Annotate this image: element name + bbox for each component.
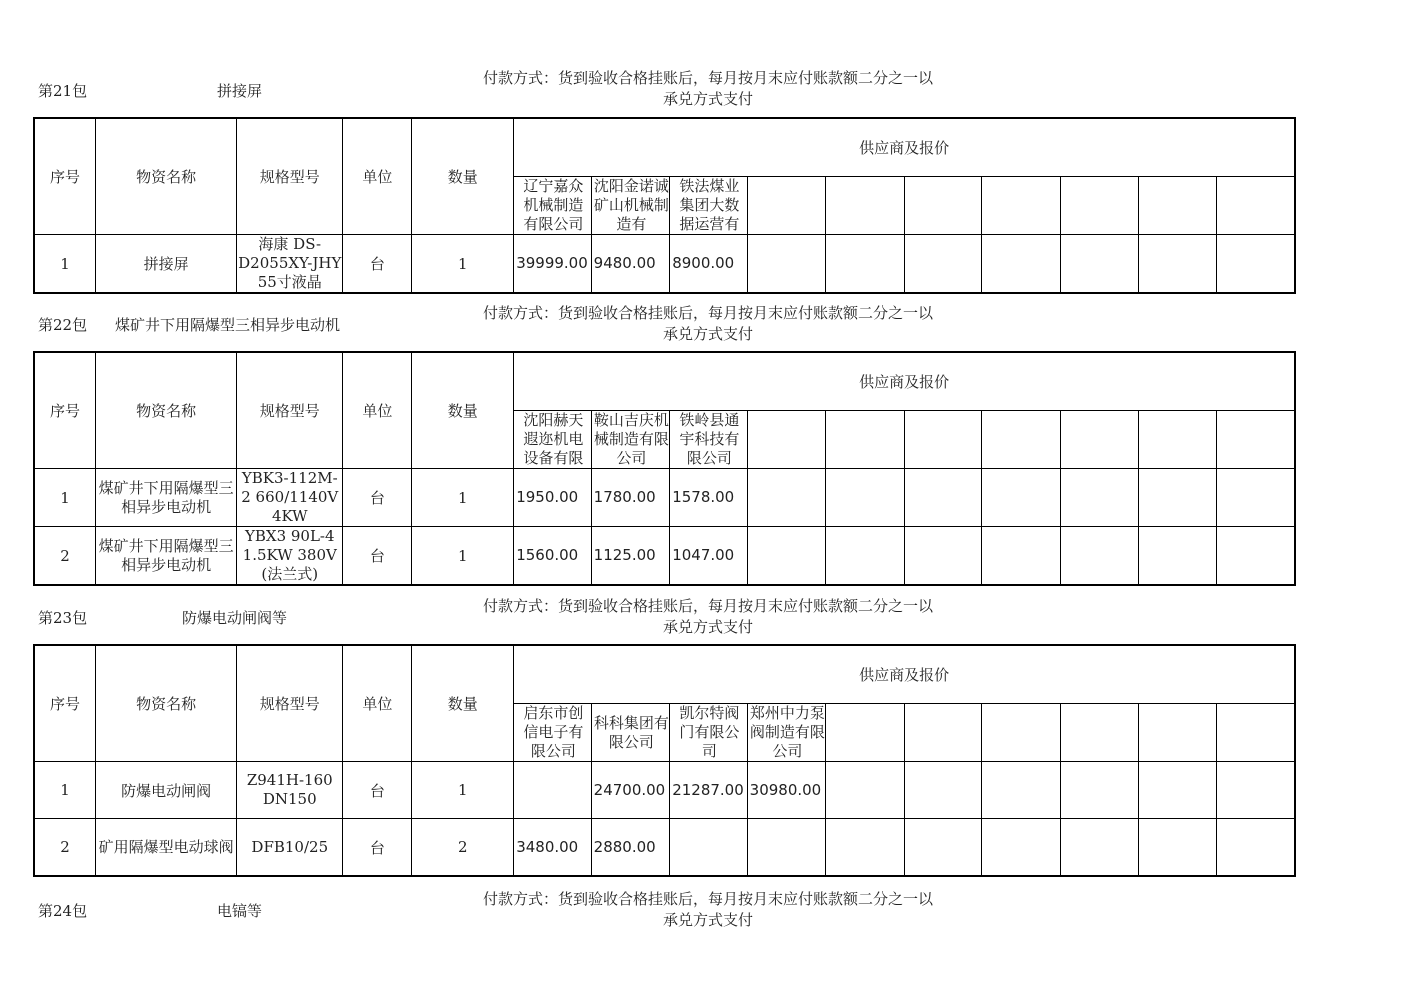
row-qty: 1	[412, 235, 514, 294]
row-price: 2880.00	[591, 819, 670, 877]
payment-terms: 付款方式：货到验收合格挂账后，每月按月末应付账款额二分之一以承兑方式支付	[482, 304, 933, 343]
header-name: 物资名称	[96, 352, 237, 469]
header-seq: 序号	[34, 645, 96, 762]
row-price: 1560.00	[514, 527, 591, 586]
row-spec	[237, 819, 343, 877]
empty-cell	[1216, 411, 1295, 469]
table-row	[34, 762, 1295, 819]
row-spec	[237, 235, 343, 294]
supplier-name: 鞍山吉庆机械制造有限公司	[591, 411, 670, 469]
empty-cell	[1060, 177, 1139, 235]
empty-cell	[826, 762, 905, 819]
row-spec	[237, 527, 343, 586]
empty-cell	[1060, 762, 1139, 819]
row-price: 1578.00	[670, 469, 747, 527]
row-price: 1950.00	[514, 469, 591, 527]
empty-cell	[826, 704, 905, 762]
header-suppliers: 供应商及报价	[514, 118, 1295, 177]
empty-cell	[1216, 819, 1295, 877]
row-price	[670, 819, 747, 877]
empty-cell	[1139, 469, 1216, 527]
empty-cell	[982, 527, 1061, 586]
row-price: 21287.00	[670, 762, 747, 819]
row-name	[96, 819, 237, 877]
empty-cell	[904, 469, 981, 527]
row-price: 39999.00	[514, 235, 591, 294]
supplier-name: 铁岭县通宇科技有限公司	[670, 411, 747, 469]
row-name-text: 煤矿井下用隔爆型三相异步电动机	[98, 536, 234, 574]
empty-cell	[1139, 527, 1216, 586]
empty-cell	[1060, 235, 1139, 294]
table-row	[34, 469, 1295, 527]
supplier-name: 沈阳赫天遐迩机电设备有限	[514, 411, 591, 469]
row-spec	[237, 469, 343, 527]
supplier-name: 凯尔特阀门有限公司	[670, 704, 747, 762]
row-seq: 2	[34, 819, 96, 877]
quote-table	[33, 117, 1296, 294]
row-price: 30980.00	[747, 762, 826, 819]
empty-cell	[1060, 469, 1139, 527]
supplier-name: 郑州中力泵阀制造有限公司	[747, 704, 826, 762]
row-qty: 1	[412, 527, 514, 586]
empty-cell	[826, 819, 905, 877]
package-title: 防爆电动闸阀等	[182, 609, 288, 627]
empty-cell	[826, 527, 905, 586]
empty-cell	[747, 411, 826, 469]
header-suppliers: 供应商及报价	[514, 352, 1295, 411]
row-unit: 台	[343, 235, 412, 294]
empty-cell	[747, 527, 826, 586]
row-name	[96, 469, 237, 527]
header-name: 物资名称	[96, 645, 237, 762]
empty-cell	[904, 177, 981, 235]
empty-cell	[1060, 411, 1139, 469]
row-unit: 台	[343, 527, 412, 586]
row-name: 拼接屏	[96, 235, 237, 294]
row-unit: 台	[343, 469, 412, 527]
supplier-name: 辽宁嘉众机械制造有限公司	[514, 177, 591, 235]
header-suppliers: 供应商及报价	[514, 645, 1295, 704]
row-spec-text: YBX3 90L-4 1.5KW 380V (法兰式)	[242, 527, 337, 583]
row-price: 8900.00	[670, 235, 747, 294]
empty-cell	[826, 177, 905, 235]
empty-cell	[904, 411, 981, 469]
package-label: 第22包	[38, 316, 88, 334]
row-spec	[237, 762, 343, 819]
header-spec: 规格型号	[237, 352, 343, 469]
row-qty: 1	[412, 469, 514, 527]
empty-cell	[1139, 762, 1216, 819]
row-unit: 台	[343, 762, 412, 819]
row-name-text: 矿用隔爆型电动球阀	[98, 837, 234, 856]
header-unit: 单位	[343, 645, 412, 762]
empty-cell	[1216, 177, 1295, 235]
row-seq: 2	[34, 527, 96, 586]
row-price	[514, 762, 591, 819]
row-price: 24700.00	[591, 762, 670, 819]
package-label: 第21包	[38, 82, 88, 100]
empty-cell	[904, 762, 981, 819]
empty-cell	[1139, 235, 1216, 294]
header-name: 物资名称	[96, 118, 237, 235]
empty-cell	[1060, 704, 1139, 762]
empty-cell	[826, 235, 905, 294]
row-unit: 台	[343, 819, 412, 877]
payment-terms: 付款方式：货到验收合格挂账后，每月按月末应付账款额二分之一以承兑方式支付	[482, 597, 933, 636]
empty-cell	[826, 411, 905, 469]
empty-cell	[747, 469, 826, 527]
empty-cell	[982, 235, 1061, 294]
empty-cell	[982, 411, 1061, 469]
empty-cell	[1216, 527, 1295, 586]
row-name-text: 煤矿井下用隔爆型三相异步电动机	[98, 478, 234, 516]
empty-cell	[982, 819, 1061, 877]
empty-cell	[1139, 704, 1216, 762]
empty-cell	[1216, 235, 1295, 294]
row-price	[747, 819, 826, 877]
header-qty: 数量	[412, 645, 514, 762]
row-price: 1047.00	[670, 527, 747, 586]
empty-cell	[904, 819, 981, 877]
payment-terms: 付款方式：货到验收合格挂账后，每月按月末应付账款额二分之一以承兑方式支付	[482, 69, 933, 108]
quote-table	[33, 351, 1296, 586]
header-unit: 单位	[343, 118, 412, 235]
package-title: 电镐等	[217, 902, 263, 920]
row-spec-text: YBK3-112M-2 660/1140V 4KW	[241, 469, 339, 525]
row-name: 防爆电动闸阀	[96, 762, 237, 819]
package-label: 第23包	[38, 609, 88, 627]
package-title: 煤矿井下用隔爆型三相异步电动机	[115, 316, 341, 334]
row-price: 1125.00	[591, 527, 670, 586]
empty-cell	[982, 469, 1061, 527]
table-row	[34, 527, 1295, 586]
empty-cell	[747, 235, 826, 294]
empty-cell	[904, 704, 981, 762]
empty-cell	[982, 177, 1061, 235]
row-qty: 2	[412, 819, 514, 877]
empty-cell	[1139, 411, 1216, 469]
header-qty: 数量	[412, 118, 514, 235]
header-qty: 数量	[412, 352, 514, 469]
package-title: 拼接屏	[217, 82, 263, 100]
row-spec-text: 海康 DS-D2055XY-JHY 55寸液晶	[238, 235, 342, 291]
empty-cell	[1060, 819, 1139, 877]
supplier-name: 启东市创信电子有限公司	[514, 704, 591, 762]
empty-cell	[1060, 527, 1139, 586]
row-price: 9480.00	[591, 235, 670, 294]
supplier-name: 沈阳金诺诚矿山机械制造有	[591, 177, 670, 235]
table-row	[34, 819, 1295, 877]
supplier-name: 铁法煤业集团大数据运营有	[670, 177, 747, 235]
row-seq: 1	[34, 762, 96, 819]
header-seq: 序号	[34, 352, 96, 469]
header-seq: 序号	[34, 118, 96, 235]
header-spec: 规格型号	[237, 645, 343, 762]
empty-cell	[904, 527, 981, 586]
empty-cell	[826, 469, 905, 527]
empty-cell	[982, 762, 1061, 819]
row-qty: 1	[412, 762, 514, 819]
empty-cell	[747, 177, 826, 235]
header-unit: 单位	[343, 352, 412, 469]
empty-cell	[904, 235, 981, 294]
payment-terms: 付款方式：货到验收合格挂账后，每月按月末应付账款额二分之一以承兑方式支付	[482, 890, 933, 929]
package-label: 第24包	[38, 902, 88, 920]
empty-cell	[982, 704, 1061, 762]
empty-cell	[1139, 177, 1216, 235]
empty-cell	[1216, 762, 1295, 819]
row-spec-text: Z941H-160 DN150	[246, 771, 333, 808]
row-spec-text: DFB10/25	[251, 837, 329, 856]
row-name	[96, 527, 237, 586]
header-spec: 规格型号	[237, 118, 343, 235]
row-price: 1780.00	[591, 469, 670, 527]
row-seq: 1	[34, 235, 96, 294]
empty-cell	[1216, 704, 1295, 762]
table-row	[34, 235, 1295, 294]
supplier-name: 科科集团有限公司	[591, 704, 670, 762]
row-price: 3480.00	[514, 819, 591, 877]
row-seq: 1	[34, 469, 96, 527]
empty-cell	[1139, 819, 1216, 877]
empty-cell	[1216, 469, 1295, 527]
quote-table	[33, 644, 1296, 877]
